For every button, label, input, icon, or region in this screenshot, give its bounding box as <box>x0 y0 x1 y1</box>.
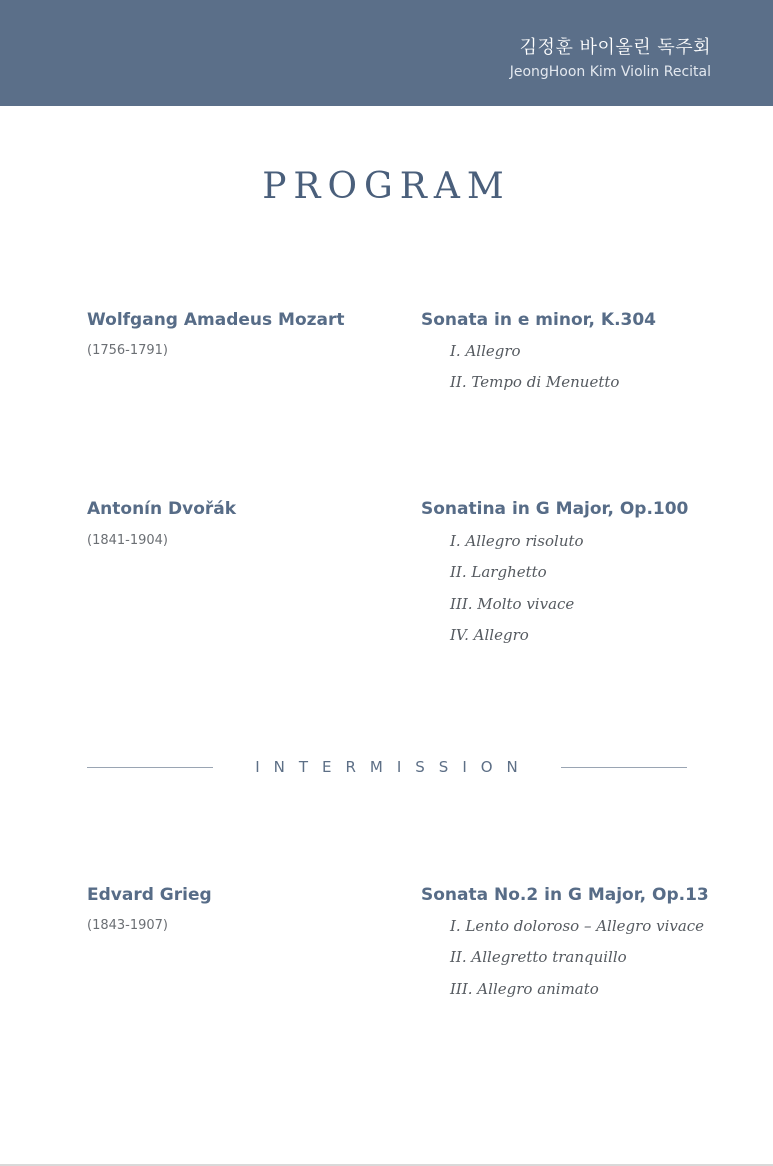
movement-item: I. Lento doloroso – Allegro vivace <box>450 917 705 935</box>
movement-item: II. Allegretto tranquillo <box>450 948 627 967</box>
recital-title-korean: 김정훈 바이올린 독주회 <box>519 37 711 58</box>
movement-list <box>450 916 704 1010</box>
movement-item: I. Allegro risoluto <box>450 532 584 550</box>
composer-name: Antonín Dvořák <box>87 499 237 519</box>
movement-item: III. Molto vivace <box>450 594 575 613</box>
intermission-label: INTERMISSION <box>255 758 532 776</box>
movement-item: II. Larghetto <box>450 563 547 582</box>
movement-item: I. Allegro <box>450 342 521 360</box>
intermission-rule-right <box>561 767 687 768</box>
composer-years: (1843-1907) <box>87 918 169 933</box>
composer-years: (1756-1791) <box>87 343 169 358</box>
header-banner <box>0 0 773 106</box>
work-title: Sonatina in G Major, Op.100 <box>421 499 689 519</box>
movement-item: III. Allegro animato <box>450 979 599 998</box>
composer-name: Wolfgang Amadeus Mozart <box>87 310 345 330</box>
work-title: Sonata No.2 in G Major, Op.13 <box>421 885 709 905</box>
composer-name: Edvard Grieg <box>87 885 212 905</box>
work-title: Sonata in e minor, K.304 <box>421 310 657 330</box>
movement-item: IV. Allegro <box>450 625 529 644</box>
movement-item: II. Tempo di Menuetto <box>450 373 620 392</box>
recital-title-english: JeongHoon Kim Violin Recital <box>509 64 711 80</box>
page-title: PROGRAM <box>262 166 511 207</box>
composer-years: (1841-1904) <box>87 533 169 548</box>
movement-list <box>450 531 584 656</box>
movement-list <box>450 341 619 404</box>
